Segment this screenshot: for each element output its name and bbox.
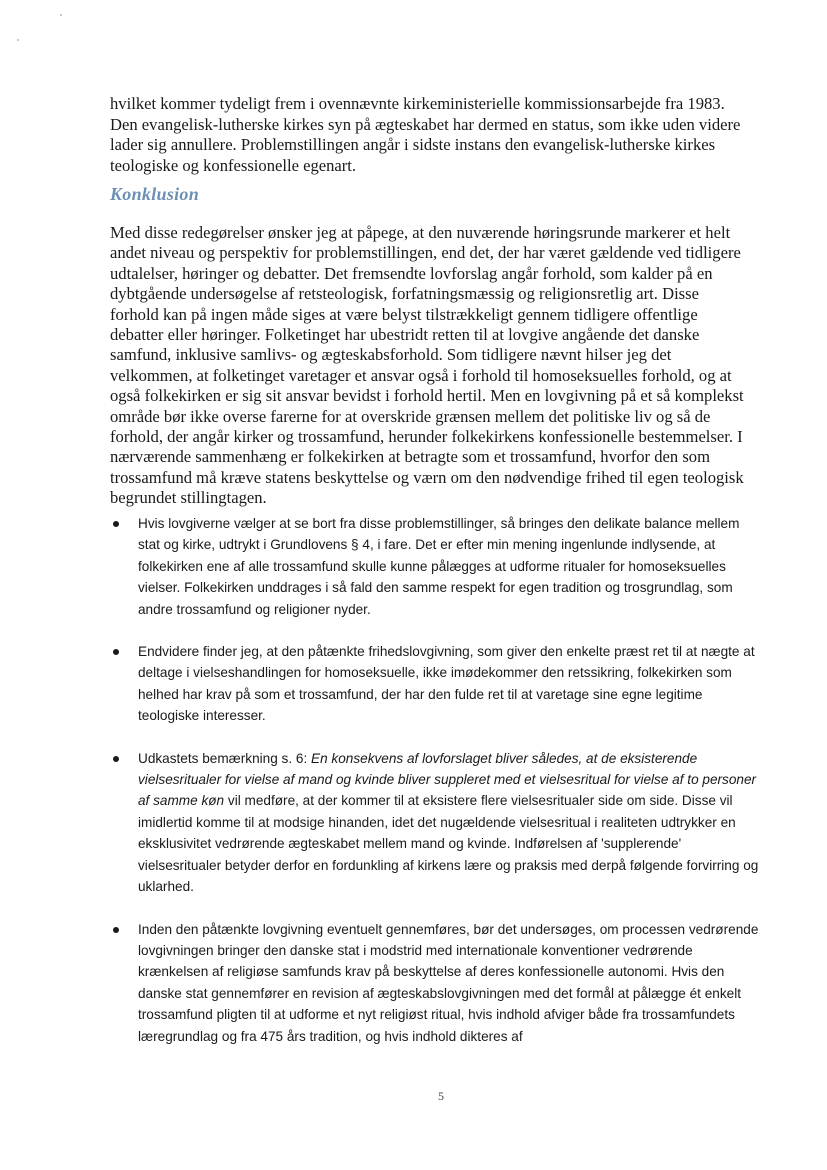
scan-speck	[60, 14, 62, 16]
bullet-icon	[113, 927, 119, 933]
bullet-text-prefix: Udkastets bemærkning s. 6:	[138, 750, 312, 766]
scan-speck	[17, 39, 19, 41]
conclusion-paragraph: Med disse redegørelser ønsker jeg at påpege, at den nuværende høringsrunde markerer et helt andet niveau og perspektiv for problemstillingen, end det, der har været gældende ved tidligere udtalelser, høringer og debatter. Det fremsendte lovforslag angår forhold, som kalder på en dybtgående undersøgelse af retsteologisk, forfatningsmæssig og religionsretlig art. Disse forhold kan på ingen måde siges at være belyst tilstrækkeligt gennem tidligere offentlige debatter eller høringer. Folketinget har ubestridt retten til at lovgive angående det danske samfund, inklusive samlivs- og ægteskabsforhold. Som tidligere nævnt hilser jeg det velkommen, at folketinget varetager et ansvar også i forhold til homoseksuelles forhold, og at også folkekirken er sig sit ansvar bevidst i forhold hertil. Men en lovgivning på et så komplekst område bør ikke overse farerne for at overskride grænsen mellem det politiske liv og så de forhold, der angår kirker og trossamfund, herunder folkekirkens konfessionelle bestemmelser. I nærværende sammenhæng er folkekirken at betragte som et trossamfund, hvorfor den som trossamfund må kræve statens beskyttelse og værn om den nødvendige frihed til egen teologisk begrundet stillingtagen.	[110, 223, 744, 508]
bullet-item	[110, 748, 760, 898]
bullet-text: Inden den påtænkte lovgivning eventuelt gennemføres, bør det undersøges, om processen vedrørende lovgivningen bringer den danske stat i modstrid med internationale konventioner vedrørende krænkelsen af religiøse samfunds krav på beskyttelse af deres konfessionelle autonomi. Hvis den danske stat gennemfører en revision af ægteskabslovgivningen med det formål at pålægge ét enkelt trossamfund pligten til at udforme et nyt religiøst ritual, hvis indhold afviger både fra trossamfundets læregrundlag og fra 475 års tradition, og hvis indhold dikteres af	[138, 921, 759, 1044]
intro-paragraph: hvilket kommer tydeligt frem i ovennævnte kirkeministerielle kommissionsarbejde fra 1983. Den evangelisk-lutherske kirkes syn på ægteskabet har dermed en status, som ikke uden videre lader sig annullere. Problemstillingen angår i sidste instans den evangelisk-lutherske kirkes teologiske og konfessionelle egenart.	[110, 94, 741, 175]
bullet-icon	[113, 756, 119, 762]
bullet-quote: En konsekvens af lovforslaget bliver således, at de eksisterende vielsesritualer for vielse af mand og kvinde bliver suppleret med et vielsesritual for vielse af to personer af samme køn	[138, 750, 757, 809]
page-number: 5	[438, 1089, 444, 1103]
bullet-icon	[113, 649, 119, 655]
bullet-item	[110, 919, 760, 1047]
bullet-icon	[113, 521, 119, 527]
bullet-text: Hvis lovgiverne vælger at se bort fra disse problemstillinger, så bringes den delikate balance mellem stat og kirke, udtrykt i Grundlovens § 4, i fare. Det er efter min mening ingenlunde indlysende, at folkekirken ene af alle trossamfund skulle kunne pålægges at udforme ritualer for homoseksuelles vielser. Folkekirken unddrages i så fald den samme respekt for egen tradition og trosgrundlag, som andre trossamfund og religioner nyder.	[138, 516, 740, 617]
bullet-item	[110, 513, 760, 620]
bullet-item	[110, 641, 760, 727]
bullet-list	[110, 513, 760, 1047]
bullet-text-rest: vil medføre, at der kommer til at eksistere flere vielsesritualer side om side. Disse vil imidlertid komme til at modsige hinanden, idet det nugældende vielsesritual i realiteten udtrykker en eksklusivitet vedrørende ægteskabet mellem mand og kvinde. Indførelsen af 'supplerende' vielsesritualer betyder derfor en fordunkling af kirkens lære og praksis med derpå følgende forvirring og uklarhed.	[138, 793, 759, 895]
section-heading: Konklusion	[110, 184, 200, 204]
bullet-text: Endvidere finder jeg, at den påtænkte frihedslovgivning, som giver den enkelte præst ret til at nægte at deltage i vielseshandlingen for homoseksuelle, ikke imødekommer den retssikring, folkekirken som helhed har krav på som et trossamfund, der har den fulde ret til at varetage sine egne legitime teologiske interesser.	[138, 644, 755, 724]
